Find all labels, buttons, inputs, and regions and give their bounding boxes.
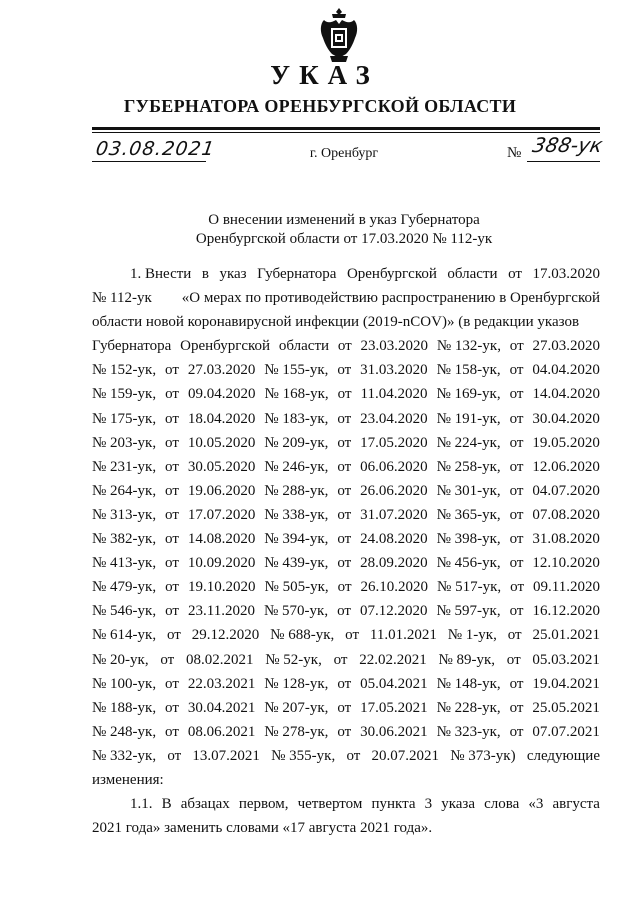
word: от bbox=[508, 266, 522, 282]
word: 11.04.2020 bbox=[360, 386, 428, 403]
word: № 112-ук bbox=[92, 290, 152, 307]
word: № 338-ук, bbox=[264, 506, 329, 523]
word: от bbox=[165, 579, 179, 596]
document-title: УКАЗ bbox=[270, 60, 379, 90]
word: 07.12.2020 bbox=[359, 603, 428, 620]
word: № 175-ук, bbox=[92, 410, 157, 427]
word: от bbox=[165, 675, 179, 692]
word: области bbox=[278, 338, 330, 355]
word: № 288-ук, bbox=[264, 482, 329, 499]
word: от bbox=[509, 506, 524, 523]
word: 11.01.2021 bbox=[369, 627, 437, 644]
word: августа bbox=[552, 796, 600, 813]
coat-of-arms-emblem bbox=[318, 6, 360, 64]
word: «О мерах по противодействию распространению в Оренбургской bbox=[181, 290, 600, 307]
word: 22.03.2021 bbox=[187, 675, 256, 692]
word: от bbox=[337, 675, 352, 692]
text-line bbox=[92, 455, 600, 479]
text-line bbox=[92, 575, 600, 599]
word: № 355-ук, bbox=[271, 747, 336, 764]
word: 26.10.2020 bbox=[360, 579, 429, 596]
word: от bbox=[333, 651, 348, 668]
text-line bbox=[92, 696, 600, 720]
word: № 20-ук, bbox=[92, 651, 149, 668]
text-line bbox=[92, 744, 600, 768]
word: от bbox=[165, 482, 179, 499]
word: 31.07.2020 bbox=[360, 506, 428, 523]
word: № 231-ук, bbox=[92, 458, 157, 475]
text-line bbox=[92, 358, 600, 382]
word: от bbox=[337, 603, 351, 620]
word: от bbox=[509, 603, 524, 620]
word: следующие bbox=[526, 747, 600, 764]
word: № 158-ук, bbox=[436, 362, 501, 379]
word: от bbox=[337, 555, 352, 572]
word: 19.10.2020 bbox=[188, 579, 256, 596]
word: от bbox=[337, 338, 352, 355]
word: от bbox=[509, 531, 524, 548]
word: № 456-ук, bbox=[436, 555, 501, 572]
word: № 128-ук, bbox=[264, 675, 329, 692]
paragraph-2-last-line: 2021 года» заменить словами «17 августа 2021 года». bbox=[92, 820, 433, 837]
header-divider-thick bbox=[92, 127, 600, 130]
word: № 148-ук, bbox=[436, 675, 501, 692]
word: № 132-ук, bbox=[436, 338, 501, 355]
word: № 398-ук, bbox=[436, 531, 501, 548]
word: 30.04.2021 bbox=[187, 699, 256, 716]
word: от bbox=[167, 627, 181, 644]
word: № 505-ук, bbox=[264, 579, 329, 596]
word: от bbox=[509, 434, 524, 451]
word: № 301-ук, bbox=[436, 482, 501, 499]
word: № 100-ук, bbox=[92, 675, 157, 692]
document-subtitle: ГУБЕРНАТОРА ОРЕНБУРГСКОЙ ОБЛАСТИ bbox=[123, 96, 517, 116]
word: от bbox=[509, 362, 524, 379]
text-line bbox=[92, 286, 600, 310]
word: № 203-ук, bbox=[92, 434, 157, 451]
word: от bbox=[337, 482, 352, 499]
word: 30.06.2021 bbox=[360, 723, 428, 740]
word: № 323-ук, bbox=[436, 723, 501, 740]
word: от bbox=[165, 410, 179, 427]
word: указ bbox=[219, 266, 247, 282]
word: 30.05.2020 bbox=[187, 458, 256, 475]
word: 05.03.2021 bbox=[532, 651, 600, 668]
word: 23.04.2020 bbox=[360, 410, 428, 427]
word: № 614-ук, bbox=[92, 627, 157, 644]
word: 3 bbox=[424, 796, 433, 813]
word: № 209-ук, bbox=[264, 434, 329, 451]
word: № 159-ук, bbox=[92, 386, 157, 403]
word: № 183-ук, bbox=[264, 410, 329, 427]
word: № 365-ук, bbox=[436, 506, 501, 523]
handwritten-number: 388-ук bbox=[530, 133, 605, 157]
word: № 248-ук, bbox=[92, 723, 157, 740]
word: № 152-ук, bbox=[92, 362, 157, 379]
text-line bbox=[92, 334, 600, 358]
word: от bbox=[509, 555, 524, 572]
word: № 89-ук, bbox=[438, 651, 496, 668]
word: № 169-ук, bbox=[436, 386, 501, 403]
word: 23.11.2020 bbox=[188, 603, 255, 620]
word: от bbox=[509, 386, 524, 403]
word: от bbox=[337, 458, 352, 475]
word: № 313-ук, bbox=[92, 506, 157, 523]
word: от bbox=[509, 699, 524, 716]
word: от bbox=[165, 699, 179, 716]
word: от bbox=[165, 555, 179, 572]
paragraph-1-last-line: изменения: bbox=[92, 771, 164, 788]
word: Губернатора bbox=[257, 266, 337, 282]
word: 31.08.2020 bbox=[532, 531, 600, 548]
word: от bbox=[165, 531, 179, 548]
word: от bbox=[509, 338, 524, 355]
word: 24.08.2020 bbox=[360, 531, 428, 548]
word: 25.01.2021 bbox=[532, 627, 600, 644]
word: 27.03.2020 bbox=[187, 362, 256, 379]
word: № 394-ук, bbox=[264, 531, 329, 548]
word: 13.07.2021 bbox=[192, 747, 260, 764]
word: № 413-ук, bbox=[92, 555, 157, 572]
text-line bbox=[92, 407, 600, 431]
text-line bbox=[92, 551, 600, 575]
word: пункта bbox=[371, 796, 416, 813]
word: 19.06.2020 bbox=[187, 482, 256, 499]
word: № 264-ук, bbox=[92, 482, 157, 499]
word: № 570-ук, bbox=[263, 603, 329, 620]
heading-line-1: О внесении изменений в указ Губернатора bbox=[208, 212, 480, 228]
word: от bbox=[165, 603, 179, 620]
number-sign: № bbox=[507, 145, 522, 161]
word: от bbox=[337, 699, 352, 716]
word: от bbox=[337, 410, 352, 427]
word: № 246-ук, bbox=[264, 458, 329, 475]
text-line bbox=[92, 310, 600, 334]
word: от bbox=[337, 579, 352, 596]
word: от bbox=[165, 458, 179, 475]
word: от bbox=[337, 386, 352, 403]
word: Оренбургской bbox=[346, 266, 437, 282]
word: № 688-ук, bbox=[270, 627, 335, 644]
word: № 224-ук, bbox=[436, 434, 501, 451]
word: от bbox=[509, 482, 524, 499]
word: № 168-ук, bbox=[264, 386, 329, 403]
word: 31.03.2020 bbox=[360, 362, 428, 379]
word: 12.06.2020 bbox=[532, 458, 600, 475]
word: от bbox=[509, 458, 524, 475]
word: 09.11.2020 bbox=[533, 579, 600, 596]
word: от bbox=[506, 651, 521, 668]
word: от bbox=[509, 675, 524, 692]
word: области bbox=[447, 266, 498, 282]
word: 07.07.2021 bbox=[532, 723, 600, 740]
paragraph-1 bbox=[92, 262, 600, 768]
word: 29.12.2020 bbox=[191, 627, 260, 644]
word: от bbox=[507, 627, 522, 644]
word: 09.04.2020 bbox=[188, 386, 256, 403]
decree-body bbox=[92, 262, 600, 840]
word: № 382-ук, bbox=[92, 531, 157, 548]
word: слова bbox=[484, 796, 520, 813]
word: № 228-ук, bbox=[436, 699, 501, 716]
word: 06.06.2020 bbox=[360, 458, 428, 475]
word: № 207-ук, bbox=[264, 699, 329, 716]
word: от bbox=[165, 723, 179, 740]
paragraph-2 bbox=[92, 792, 600, 816]
word: Оренбургской bbox=[180, 338, 271, 355]
word: Губернатора bbox=[92, 338, 172, 355]
word: 17.05.2020 bbox=[360, 434, 428, 451]
word: от bbox=[165, 434, 179, 451]
word: от bbox=[346, 747, 361, 764]
word: 08.02.2021 bbox=[185, 651, 254, 668]
word: от bbox=[165, 386, 179, 403]
text-line bbox=[92, 623, 600, 647]
word: от bbox=[337, 531, 352, 548]
text-line bbox=[92, 672, 600, 696]
word: 14.08.2020 bbox=[187, 531, 256, 548]
word: В bbox=[161, 796, 172, 813]
word: 19.05.2020 bbox=[532, 434, 600, 451]
word: от bbox=[167, 747, 182, 764]
word: № 258-ук, bbox=[436, 458, 501, 475]
word: от bbox=[165, 506, 179, 523]
word: 26.06.2020 bbox=[360, 482, 428, 499]
word: № 373-ук) bbox=[450, 747, 516, 764]
word: 1.1. bbox=[130, 796, 153, 813]
word: области новой коронавирусной инфекции (2019-nCOV)» (в редакции указов bbox=[92, 314, 580, 331]
text-line bbox=[92, 599, 600, 623]
word: 10.09.2020 bbox=[187, 555, 256, 572]
word: от bbox=[337, 506, 352, 523]
text-line bbox=[92, 720, 600, 744]
word: от bbox=[345, 627, 359, 644]
word: 17.05.2021 bbox=[360, 699, 428, 716]
handwritten-date: 03.08.2021 bbox=[94, 138, 217, 160]
word: № 188-ук, bbox=[92, 699, 157, 716]
text-line bbox=[92, 527, 600, 551]
text-line bbox=[92, 431, 600, 455]
word: 05.04.2021 bbox=[360, 675, 428, 692]
word: 20.07.2021 bbox=[371, 747, 440, 764]
city-name: г. Оренбург bbox=[309, 146, 379, 161]
word: указа bbox=[441, 796, 475, 813]
word: 27.03.2020 bbox=[532, 338, 600, 355]
text-line bbox=[92, 648, 600, 672]
text-line bbox=[92, 479, 600, 503]
word: 19.04.2021 bbox=[532, 675, 600, 692]
word: 16.12.2020 bbox=[532, 603, 600, 620]
word: 25.05.2021 bbox=[532, 699, 600, 716]
word: 08.06.2021 bbox=[187, 723, 256, 740]
word: № 1-ук, bbox=[447, 627, 497, 644]
word: 28.09.2020 bbox=[360, 555, 428, 572]
word: от bbox=[337, 434, 352, 451]
word: 22.02.2021 bbox=[359, 651, 427, 668]
word: четвертом bbox=[297, 796, 363, 813]
word: «3 bbox=[528, 796, 544, 813]
text-line bbox=[92, 262, 600, 286]
word: 17.07.2020 bbox=[187, 506, 256, 523]
word: № 439-ук, bbox=[264, 555, 329, 572]
word: 07.08.2020 bbox=[532, 506, 600, 523]
word: 04.07.2020 bbox=[532, 482, 600, 499]
word: 04.04.2020 bbox=[532, 362, 600, 379]
header-divider-thin bbox=[92, 132, 600, 133]
word: первом, bbox=[238, 796, 289, 813]
word: № 278-ук, bbox=[264, 723, 329, 740]
word: 23.03.2020 bbox=[360, 338, 429, 355]
word: от bbox=[509, 410, 524, 427]
word: от bbox=[160, 651, 175, 668]
word: № 597-ук, bbox=[436, 603, 501, 620]
word: от bbox=[509, 723, 524, 740]
word: от bbox=[510, 579, 525, 596]
word: от bbox=[337, 362, 352, 379]
word: в bbox=[201, 266, 209, 282]
word: № 546-ук, bbox=[92, 603, 157, 620]
word: 17.03.2020 bbox=[532, 266, 600, 282]
word: от bbox=[165, 362, 179, 379]
text-line bbox=[92, 382, 600, 406]
word: 12.10.2020 bbox=[532, 555, 600, 572]
word: 14.04.2020 bbox=[532, 386, 600, 403]
word: абзацах bbox=[180, 796, 230, 813]
text-line bbox=[92, 792, 600, 816]
decree-heading bbox=[0, 211, 640, 249]
word: № 517-ук, bbox=[437, 579, 502, 596]
word: № 52-ук, bbox=[265, 651, 322, 668]
word: № 191-ук, bbox=[436, 410, 501, 427]
heading-line-2: Оренбургской области от 17.03.2020 № 112-ук bbox=[195, 231, 493, 247]
number-underline bbox=[527, 161, 600, 162]
word: 1. Внести bbox=[130, 266, 192, 282]
word: 10.05.2020 bbox=[187, 434, 256, 451]
word: № 332-ук, bbox=[92, 747, 157, 764]
word: 18.04.2020 bbox=[187, 410, 256, 427]
word: № 155-ук, bbox=[264, 362, 329, 379]
word: № 479-ук, bbox=[92, 579, 157, 596]
text-line bbox=[92, 503, 600, 527]
word: от bbox=[337, 723, 352, 740]
word: 30.04.2020 bbox=[532, 410, 600, 427]
